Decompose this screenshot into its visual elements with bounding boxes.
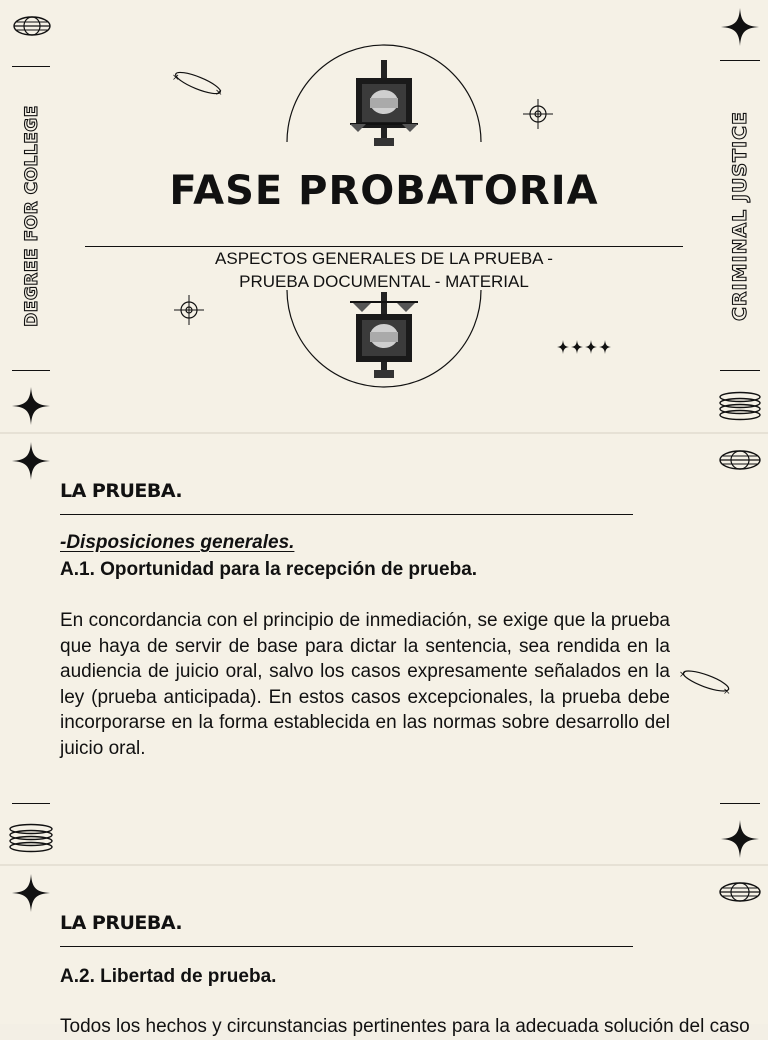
scales-of-justice-icon xyxy=(348,290,420,380)
subtitle xyxy=(0,247,768,293)
svg-text:×: × xyxy=(723,687,731,697)
svg-text:×: × xyxy=(679,670,687,680)
crosshair-icon xyxy=(523,99,553,129)
heading-divider xyxy=(60,946,633,947)
title-slide xyxy=(0,0,768,432)
section-title: A.1. Oportunidad para la recepción de prueba. xyxy=(60,559,478,580)
rings-icon xyxy=(718,391,762,421)
crosshair-icon xyxy=(174,295,204,325)
rings-icon xyxy=(8,823,54,855)
divider xyxy=(12,370,50,371)
oval-ring-icon xyxy=(170,68,226,98)
divider xyxy=(12,803,50,804)
svg-text:×: × xyxy=(215,88,223,98)
globe-icon xyxy=(718,880,762,904)
sparkle-icon xyxy=(721,8,759,46)
divider xyxy=(720,370,760,371)
sparkle-icon xyxy=(12,874,50,912)
stars-row-icon xyxy=(556,339,612,355)
page-title: FASE PROBATORIA xyxy=(169,168,599,214)
section-heading: LA PRUEBA. xyxy=(60,480,183,502)
divider xyxy=(720,60,760,61)
content-slide xyxy=(0,866,768,1037)
sparkle-icon xyxy=(721,820,759,858)
paragraph: Todos los hechos y circunstancias pertinentes para la adecuada solución del caso xyxy=(60,1016,750,1037)
sparkle-icon xyxy=(12,442,50,480)
globe-icon xyxy=(12,14,52,38)
vertical-label-right: CRIMINAL JUSTICE xyxy=(729,110,751,322)
svg-text:×: × xyxy=(172,73,180,83)
divider xyxy=(12,66,50,67)
subtitle-line: PRUEBA DOCUMENTAL - MATERIAL xyxy=(239,272,529,291)
vertical-label-left: DEGREE FOR COLLEGE xyxy=(22,105,42,327)
scales-of-justice-icon xyxy=(348,58,420,148)
section-heading: LA PRUEBA. xyxy=(60,912,183,934)
divider xyxy=(720,803,760,804)
oval-ring-icon xyxy=(678,666,734,696)
subheading: -Disposiciones generales. xyxy=(60,532,295,553)
paragraph: En concordancia con el principio de inmediación, se exige que la prueba que haya de servir de base para dictar la sentencia, sea rendida en la audiencia de juicio oral, salvo los casos expresamente señalados en la ley (prueba anticipada). En estos casos excepcionales, la prueba debe incorporarse en la forma establecida en las normas sobre desarrollo del juicio oral. xyxy=(60,610,670,759)
globe-icon xyxy=(718,448,762,472)
content-slide xyxy=(0,434,768,864)
heading-divider xyxy=(60,514,633,515)
section-title: A.2. Libertad de prueba. xyxy=(60,966,277,987)
subtitle-line: ASPECTOS GENERALES DE LA PRUEBA - xyxy=(215,249,553,268)
sparkle-icon xyxy=(12,387,50,425)
